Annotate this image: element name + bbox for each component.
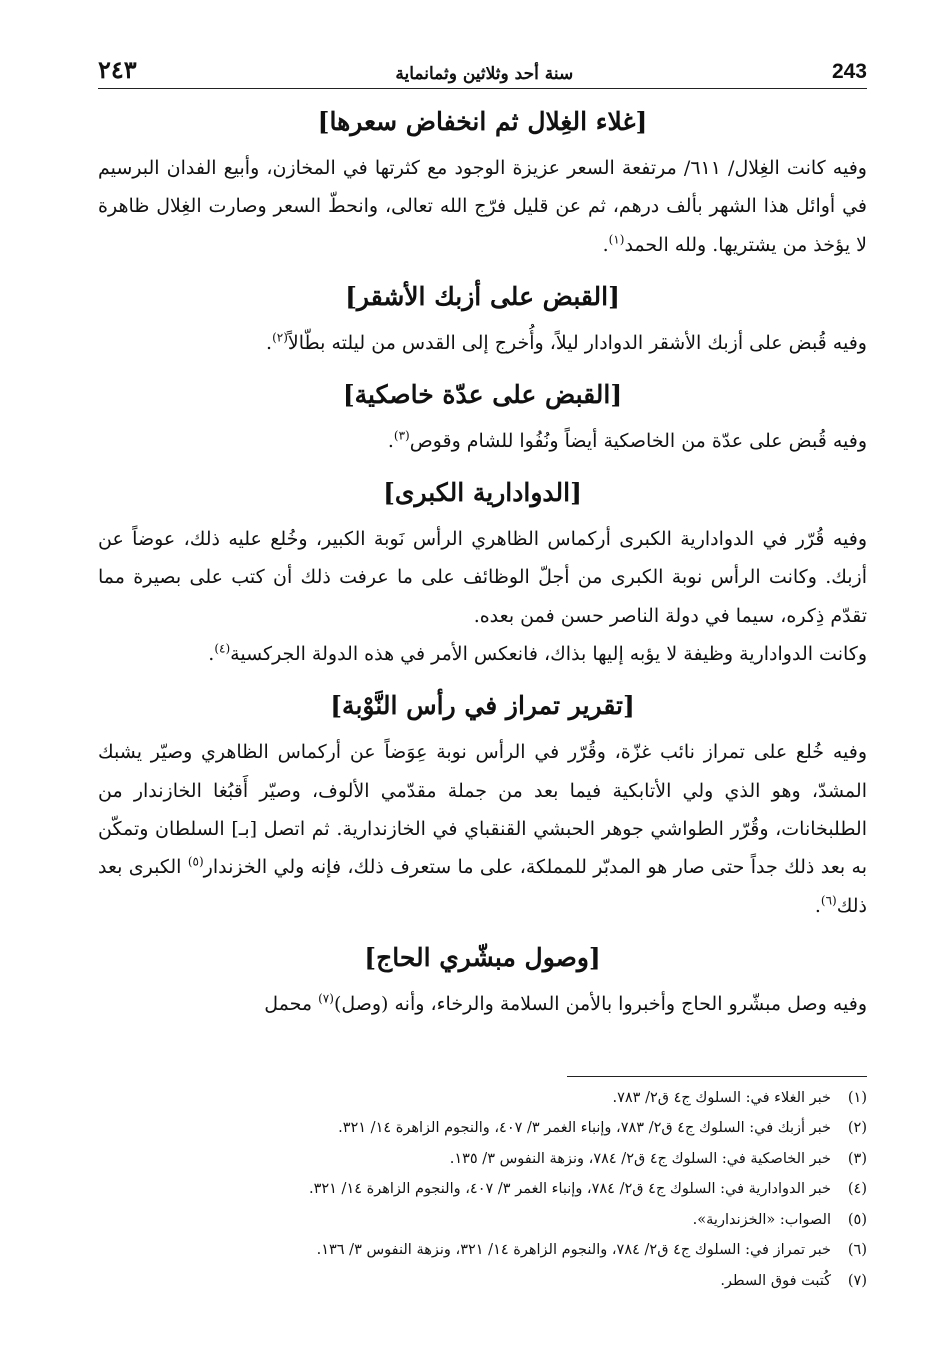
paragraph-text: وفيه قُرّر في الدوادارية الكبرى أركماس الظاهري الرأس نَوبة الكبير، وخُلع عليه ذلك، عوضاً عن أزبك. وكانت الرأس نوبة الكبرى من أجلّ الوظائف على ما عرفت ذلك أن كتب على بصيرة مما تقدّم ذِكره، سيما في دولة الناصر حسن فمن بعده. [98, 527, 867, 627]
footnote-divider [567, 1076, 867, 1077]
section-title: [وصول مبشّري الحاج] [364, 943, 601, 972]
section-title: [تقرير تمراز في رأس النَّوْبة] [330, 691, 635, 721]
footnote-number: (٥) [847, 1211, 867, 1228]
footnote-number: (٦) [847, 1242, 867, 1259]
footnote-marker[interactable]: (٥) [187, 854, 204, 869]
main-text [98, 105, 867, 1023]
paragraph-tail: . [387, 429, 394, 452]
paragraph-tail: . [602, 233, 609, 256]
footnote-marker[interactable]: (١) [608, 232, 625, 247]
paragraph-tail: . [814, 894, 821, 917]
page-number-arabic: ٢٤٣ [98, 55, 137, 84]
running-title: سنة أحد وثلاثين وثمانماية [395, 64, 574, 84]
paragraph [98, 520, 867, 635]
footnote-number: (٤) [847, 1181, 867, 1198]
footnote [98, 1113, 867, 1143]
section-title: [القبض على أزبك الأشقر] [345, 281, 620, 311]
paragraph-text: وفيه قُبض على أزبك الأشقر الدوادار ليلاً، وأُخرج إلى القدس من ليلته بطّالاً [287, 331, 867, 354]
footnote-text: كُتبت فوق السطر. [720, 1272, 831, 1289]
paragraph-tail: . [208, 643, 215, 665]
footnote-number: (٣) [847, 1150, 867, 1167]
paragraph [98, 422, 867, 460]
running-header [98, 40, 867, 89]
section-title: [الدوادارية الكبرى] [383, 478, 582, 508]
footnote-text: خبر تمراز في: السلوك ج٤ ق٢/ ٧٨٤، والنجوم الزاهرة ١٤/ ٣٢١، ونزهة النفوس ٣/ ١٣٦. [316, 1242, 831, 1259]
section-title: [القبض على عدّة خاصكية] [342, 380, 623, 409]
paragraph [98, 149, 867, 264]
paragraph-tail: الكبرى بعد ذلك [98, 856, 867, 917]
paragraph [98, 635, 867, 673]
footnote-text: خبر الخاصكية في: السلوك ج٤ ق٢/ ٧٨٤، ونزهة النفوس ٣/ ١٣٥. [449, 1150, 831, 1167]
paragraph [98, 324, 867, 362]
footnote [98, 1174, 867, 1204]
paragraph-text: وفيه قُبض على عدّة من الخاصكية أيضاً ونُفُوا للشام وقوص [409, 429, 867, 452]
footnote-number: (٢) [847, 1120, 867, 1137]
footnote-text: الصواب: «الخزندارية». [692, 1211, 831, 1228]
footnote [98, 1144, 867, 1174]
footnote-marker[interactable]: (٣) [393, 428, 410, 443]
section-title: [غلاء الغِلال ثم انخفاض سعرها] [317, 107, 648, 136]
footnote-marker[interactable]: (٧) [318, 991, 334, 1006]
footnote-marker[interactable]: (٢) [272, 330, 288, 345]
paragraph-tail: . [266, 331, 273, 354]
paragraph [98, 985, 867, 1023]
page-number-latin: 243 [831, 60, 867, 83]
footnote [98, 1083, 867, 1113]
footnote-text: خبر أزبك في: السلوك ج٤ ق٢/ ٧٨٣، وإنباء الغمر ٣/ ٤٠٧، والنجوم الزاهرة ١٤/ ٣٢١. [338, 1120, 831, 1137]
footnote-text: خبر الغلاء في: السلوك ج٤ ق٢/ ٧٨٣. [612, 1090, 831, 1106]
footnote-marker[interactable]: (٦) [820, 893, 837, 908]
paragraph-tail: محمل [264, 992, 319, 1015]
footnote [98, 1266, 867, 1296]
paragraph-text: وفيه كانت الغِلال/ ٦١١/ مرتفعة السعر عزيزة الوجود مع كثرتها في المخازن، وأبيع الفدان البرسيم في أوائل هذا الشهر بألف درهم، ثم عن قليل فرّج الله تعالى، وانحطّ السعر وصارت الغِلال ظاهرة لا يؤخذ من يشتريها. ولله الحمد [98, 156, 867, 256]
footnote-number: (١) [847, 1090, 867, 1106]
paragraph-text: وكانت الدوادارية وظيفة لا يؤبه إليها بذاك، فانعكس الأمر في هذه الدولة الجركسية [230, 643, 867, 665]
paragraph-text: وفيه وصل مبشّرو الحاج وأخبروا بالأمن السلامة والرخاء، وأنه (وصل) [333, 992, 867, 1015]
footnote-text: خبر الدوادارية في: السلوك ج٤ ق٢/ ٧٨٤، وإنباء الغمر ٣/ ٤٠٧، والنجوم الزاهرة ١٤/ ٣٢١. [308, 1181, 831, 1198]
paragraph [98, 733, 867, 925]
footnote-number: (٧) [847, 1272, 867, 1289]
footnotes [98, 1076, 867, 1296]
footnote-marker[interactable]: (٤) [214, 641, 231, 656]
footnote [98, 1235, 867, 1265]
paragraph-text: وفيه خُلع على تمراز نائب غزّة، وقُرّر في الرأس نوبة عِوَضاً عن أركماس الظاهري وصيّر يشبك المشدّ، وهو الذي ولي الأتابكية فيما بعد من جملة مقدّمي الألوف، وصيّر أَقبُغا الخازندار من الطلبخانات، وقُرّر الطواشي جوهر الحبشي القنقباي في الخازندارية. ثم اتصل [بـ] السلطان وتمكّن به بعد ذلك جداً حتى صار هو المدبّر للمملكة، على ما ستعرف ذلك، فإنه ولي الخزندار [98, 741, 867, 879]
footnote [98, 1205, 867, 1235]
